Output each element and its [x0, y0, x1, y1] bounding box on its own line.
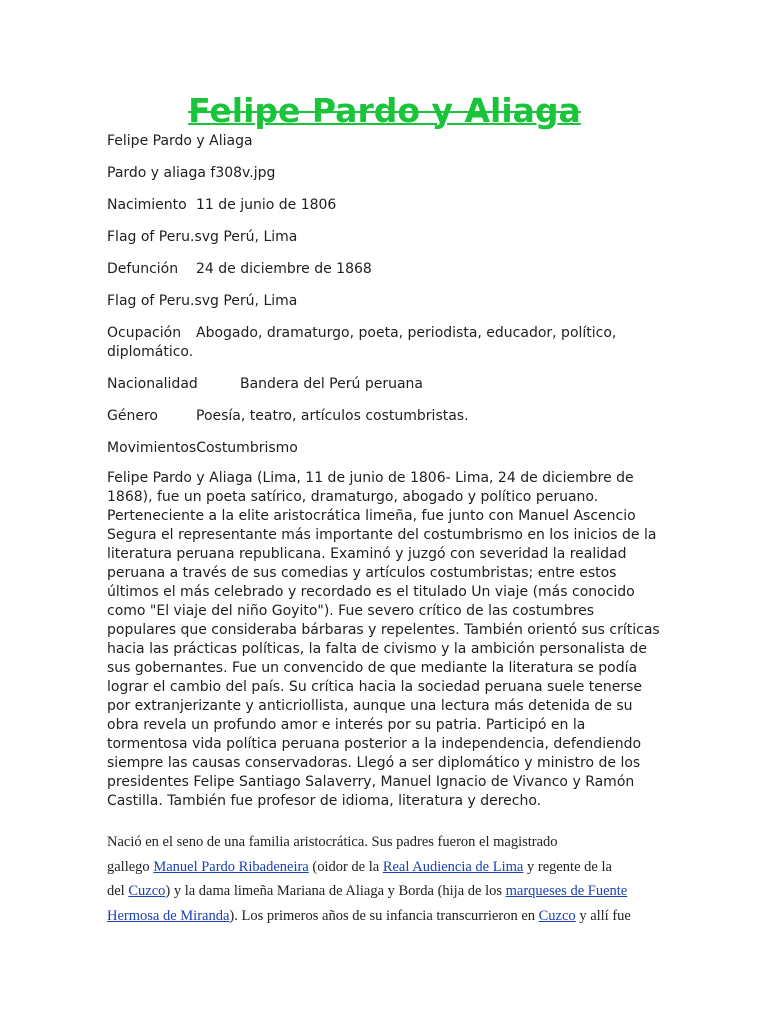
- infobox-birth-place: Flag of Peru.svg Perú, Lima: [107, 229, 298, 245]
- biography-text: ) y la dama limeña Mariana de Aliaga y Borda (hija de los: [165, 883, 506, 899]
- infobox-name: Felipe Pardo y Aliaga: [107, 133, 253, 149]
- link-cuzco[interactable]: Cuzco: [128, 883, 166, 899]
- biography-line: [107, 855, 667, 880]
- occupation-label: Ocupación: [107, 325, 182, 341]
- movements-label: Movimientos: [107, 440, 197, 456]
- birth-value: 11 de junio de 1806: [196, 197, 337, 213]
- death-value: 24 de diciembre de 1868: [196, 261, 372, 277]
- biography-text: (oidor de la: [308, 858, 383, 875]
- infobox-nationality-row: [107, 375, 662, 394]
- infobox-death-row: [107, 260, 662, 279]
- biography-line: [107, 904, 667, 929]
- link-manuel-pardo-ribadeneira[interactable]: Manuel Pardo Ribadeneira: [153, 858, 309, 875]
- biography-paragraph: [107, 830, 667, 928]
- link-marqueses-de-fuente-hermosa-cont[interactable]: Hermosa de Miranda: [107, 907, 230, 924]
- biography-line: [107, 879, 667, 904]
- biography-line: Nació en el seno de una familia aristocrática. Sus padres fueron el magistrado: [107, 834, 558, 850]
- occupation-value: Abogado, dramaturgo, poeta, periodista, educador, político, diplomático.: [107, 325, 617, 360]
- genre-label: Género: [107, 408, 158, 424]
- link-real-audiencia-de-lima[interactable]: Real Audiencia de Lima: [382, 858, 524, 875]
- biography-text: gallego: [107, 858, 154, 875]
- page-title: Felipe Pardo y Aliaga: [188, 91, 581, 130]
- movements-value: Costumbrismo: [196, 440, 298, 456]
- intro-paragraph: Felipe Pardo y Aliaga (Lima, 11 de junio de 1806- Lima, 24 de diciembre de 1868), fue un poeta satírico, dramaturgo, abogado y político peruano. Perteneciente a la elite aristocrática limeña, fue junto con Manuel Ascencio Segura el representante más importante del costumbrismo en los inicios de la literatura peruana republicana. Examinó y juzgó con severidad la realidad peruana a través de sus comedias y artículos costumbristas; entre estos últimos el más celebrado y recordado es el titulado Un viaje (más conocido como "El viaje del niño Goyito"). Fue severo crítico de las costumbres populares que consideraba bárbaras y repelentes. También orientó sus críticas hacia las prácticas políticas, la falta de civismo y la ambición personalista de sus gobernantes. Fue un convencido de que mediante la literatura se podía lograr el cambio del país. Su crítica hacia la sociedad peruana suele tenerse por extranjerizante y anticriollista, aunque una lectura más detenida de su obra revela un profundo amor e interés por su patria. Participó en la tormentosa vida política peruana posterior a la independencia, defendiendo siempre las causas conservadoras. Llegó a ser diplomático y ministro de los presidentes Felipe Santiago Salaverry, Manuel Ignacio de Vivanco y Ramón Castilla. También fue profesor de idioma, literatura y derecho.: [107, 470, 660, 809]
- infobox-genre-row: [107, 407, 662, 426]
- biography-text: ). Los primeros años de su infancia transcurrieron en: [229, 907, 539, 924]
- biography-text: del: [107, 883, 129, 899]
- infobox-death-place: Flag of Peru.svg Perú, Lima: [107, 293, 298, 309]
- death-label: Defunción: [107, 261, 179, 277]
- birth-label: Nacimiento: [107, 197, 187, 213]
- nationality-value: Bandera del Perú peruana: [240, 376, 423, 392]
- infobox-occupation-row: [107, 324, 662, 362]
- nationality-label: Nacionalidad: [107, 376, 198, 392]
- infobox-movements-row: [107, 439, 662, 458]
- link-marqueses-de-fuente-hermosa[interactable]: marqueses de Fuente: [505, 883, 628, 899]
- infobox-birth-row: [107, 196, 662, 215]
- infobox-image-caption: Pardo y aliaga f308v.jpg: [107, 165, 276, 181]
- link-cuzco-2[interactable]: Cuzco: [538, 907, 576, 924]
- genre-value: Poesía, teatro, artículos costumbristas.: [196, 408, 469, 424]
- biography-text: y allí fue: [575, 907, 631, 924]
- biography-text: y regente de la: [523, 858, 612, 875]
